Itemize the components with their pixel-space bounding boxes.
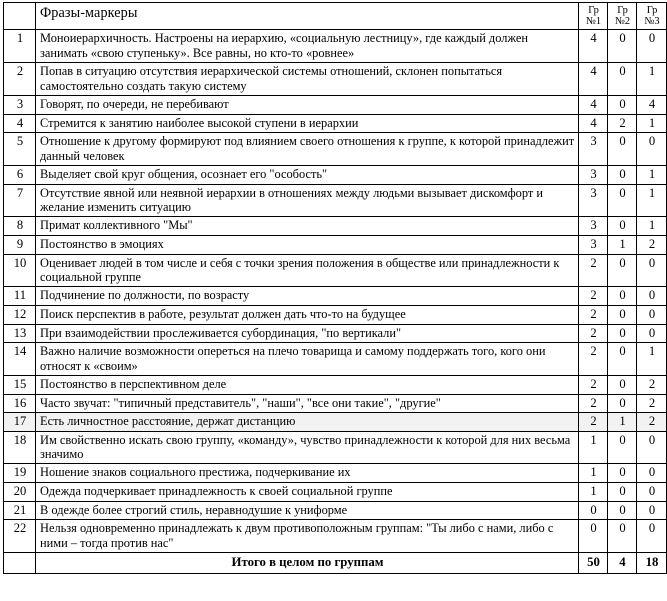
- row-index: 15: [4, 375, 36, 394]
- row-group-1: 4: [579, 114, 608, 133]
- header-group-1-line2: №1: [585, 16, 602, 28]
- row-group-3: 0: [637, 483, 667, 502]
- row-group-1: 2: [579, 375, 608, 394]
- row-index: 14: [4, 343, 36, 376]
- total-label: Итого в целом по группам: [36, 553, 579, 574]
- row-phrase: Постоянство в перспективном деле: [36, 375, 579, 394]
- row-group-2: 0: [608, 375, 637, 394]
- table-row: [4, 483, 667, 502]
- row-phrase: Выделяет свой круг общения, осознает его "особость": [36, 166, 579, 185]
- row-group-3: 0: [637, 287, 667, 306]
- row-phrase: Попав в ситуацию отсутствия иерархической системы отношений, склонен попытаться самостоятельно создать такую систему: [36, 63, 579, 96]
- row-group-1: 1: [579, 431, 608, 464]
- row-group-2: 0: [608, 520, 637, 553]
- total-group-1: 50: [579, 553, 608, 574]
- row-group-2: 0: [608, 287, 637, 306]
- row-group-3: 2: [637, 235, 667, 254]
- table-row: [4, 235, 667, 254]
- header-group-2-line2: №2: [614, 16, 631, 28]
- header-title-cell: Фразы-маркеры: [36, 3, 579, 30]
- table-row: [4, 217, 667, 236]
- table-row: [4, 96, 667, 115]
- row-group-2: 1: [608, 413, 637, 432]
- header-group-3-line1: Гр: [646, 5, 658, 16]
- row-phrase: Поиск перспектив в работе, результат должен дать что-то на будущее: [36, 305, 579, 324]
- row-index: 17: [4, 413, 36, 432]
- row-group-2: 0: [608, 324, 637, 343]
- row-group-2: 0: [608, 166, 637, 185]
- row-index: 8: [4, 217, 36, 236]
- row-phrase: Ношение знаков социального престижа, подчеркивание их: [36, 464, 579, 483]
- row-phrase: Постоянство в эмоциях: [36, 235, 579, 254]
- row-phrase: Важно наличие возможности опереться на плечо товарища и самому поддержать того, кого они относят к «своим»: [36, 343, 579, 376]
- row-group-3: 2: [637, 394, 667, 413]
- row-group-3: 2: [637, 413, 667, 432]
- table-row: [4, 287, 667, 306]
- row-index: 5: [4, 133, 36, 166]
- row-group-2: 0: [608, 305, 637, 324]
- row-index: 18: [4, 431, 36, 464]
- row-group-2: 1: [608, 235, 637, 254]
- row-phrase: Говорят, по очереди, не перебивают: [36, 96, 579, 115]
- row-phrase: Есть личностное расстояние, держат дистанцию: [36, 413, 579, 432]
- row-group-1: 3: [579, 166, 608, 185]
- header-group-2-line1: Гр: [617, 5, 628, 16]
- table-sheet: [0, 2, 667, 601]
- row-group-3: 0: [637, 254, 667, 287]
- row-group-3: 0: [637, 305, 667, 324]
- header-index-cell: [4, 3, 36, 30]
- row-index: 3: [4, 96, 36, 115]
- row-group-3: 0: [637, 30, 667, 63]
- row-group-2: 0: [608, 254, 637, 287]
- row-group-1: 0: [579, 520, 608, 553]
- row-phrase: Стремится к занятию наиболее высокой ступени в иерархии: [36, 114, 579, 133]
- row-index: 9: [4, 235, 36, 254]
- row-group-3: 0: [637, 520, 667, 553]
- row-phrase: Оценивает людей в том числе и себя с точки зрения положения в обществе или принадлежности к социальной группе: [36, 254, 579, 287]
- row-group-3: 0: [637, 501, 667, 520]
- row-group-1: 2: [579, 305, 608, 324]
- row-index: 12: [4, 305, 36, 324]
- row-group-2: 0: [608, 483, 637, 502]
- table-row: [4, 431, 667, 464]
- table-row: [4, 63, 667, 96]
- row-group-3: 4: [637, 96, 667, 115]
- row-index: 10: [4, 254, 36, 287]
- row-index: 7: [4, 184, 36, 217]
- table-row: [4, 324, 667, 343]
- row-group-3: 1: [637, 184, 667, 217]
- table-row: [4, 114, 667, 133]
- row-group-3: 1: [637, 217, 667, 236]
- row-index: 21: [4, 501, 36, 520]
- row-phrase: Одежда подчеркивает принадлежность к своей социальной группе: [36, 483, 579, 502]
- row-group-1: 0: [579, 501, 608, 520]
- row-group-1: 1: [579, 464, 608, 483]
- row-index: 1: [4, 30, 36, 63]
- table-row: [4, 254, 667, 287]
- row-group-1: 2: [579, 394, 608, 413]
- row-phrase: Подчинение по должности, по возрасту: [36, 287, 579, 306]
- row-group-3: 1: [637, 166, 667, 185]
- row-phrase: Примат коллективного "Мы": [36, 217, 579, 236]
- row-group-2: 0: [608, 184, 637, 217]
- row-group-1: 4: [579, 96, 608, 115]
- total-index: [4, 553, 36, 574]
- row-index: 20: [4, 483, 36, 502]
- table-header-row: [4, 3, 667, 30]
- table-row: [4, 520, 667, 553]
- header-group-1-line1: Гр: [588, 5, 599, 16]
- table-row: [4, 343, 667, 376]
- table-row: [4, 464, 667, 483]
- header-group-3-line2: №3: [644, 16, 660, 28]
- row-group-3: 0: [637, 431, 667, 464]
- row-index: 11: [4, 287, 36, 306]
- markers-table: [3, 2, 667, 574]
- row-group-2: 0: [608, 431, 637, 464]
- row-phrase: Отсутствие явной или неявной иерархии в отношениях между людьми вызывает дискомфорт и желание изменить ситуацию: [36, 184, 579, 217]
- table-row: [4, 166, 667, 185]
- row-group-1: 2: [579, 287, 608, 306]
- row-group-3: 1: [637, 343, 667, 376]
- table-total-row: [4, 553, 667, 574]
- row-index: 2: [4, 63, 36, 96]
- row-group-2: 0: [608, 63, 637, 96]
- table-row: [4, 30, 667, 63]
- table-row: [4, 305, 667, 324]
- table-row: [4, 133, 667, 166]
- row-group-2: 0: [608, 464, 637, 483]
- row-group-1: 2: [579, 254, 608, 287]
- row-group-2: 0: [608, 501, 637, 520]
- row-group-3: 1: [637, 114, 667, 133]
- row-phrase: Моноиерархичность. Настроены на иерархию, «социальную лестницу», где каждый должен занимать «свою ступеньку». Все равны, но кто-то «ровнее»: [36, 30, 579, 63]
- header-group-3: [637, 3, 667, 30]
- row-index: 19: [4, 464, 36, 483]
- row-group-2: 0: [608, 343, 637, 376]
- row-group-2: 0: [608, 217, 637, 236]
- total-group-2: 4: [608, 553, 637, 574]
- row-phrase: При взаимодействии прослеживается субординация, "по вертикали": [36, 324, 579, 343]
- row-group-1: 4: [579, 30, 608, 63]
- row-index: 22: [4, 520, 36, 553]
- row-index: 4: [4, 114, 36, 133]
- row-group-1: 1: [579, 483, 608, 502]
- row-group-3: 0: [637, 133, 667, 166]
- row-group-1: 3: [579, 184, 608, 217]
- table-row: [4, 501, 667, 520]
- row-phrase: Им свойственно искать свою группу, «команду», чувство принадлежности к которой для них весьма значимо: [36, 431, 579, 464]
- row-group-2: 0: [608, 30, 637, 63]
- row-phrase: Нельзя одновременно принадлежать к двум противоположным группам: "Ты либо с нами, либо с ними – тогда против нас": [36, 520, 579, 553]
- row-group-1: 4: [579, 63, 608, 96]
- row-phrase: Часто звучат: "типичный представитель", "наши", "все они такие", "другие": [36, 394, 579, 413]
- row-group-1: 2: [579, 413, 608, 432]
- row-group-1: 2: [579, 324, 608, 343]
- header-group-1: [579, 3, 608, 30]
- row-group-1: 3: [579, 217, 608, 236]
- row-group-3: 0: [637, 464, 667, 483]
- total-group-3: 18: [637, 553, 667, 574]
- header-group-2: [608, 3, 637, 30]
- row-group-3: 0: [637, 324, 667, 343]
- row-group-1: 3: [579, 235, 608, 254]
- row-phrase: Отношение к другому формируют под влиянием своего отношения к группе, к которой принадлежит данный человек: [36, 133, 579, 166]
- table-row: [4, 394, 667, 413]
- table-row: [4, 413, 667, 432]
- row-group-2: 2: [608, 114, 637, 133]
- row-index: 16: [4, 394, 36, 413]
- row-group-1: 2: [579, 343, 608, 376]
- row-group-2: 0: [608, 96, 637, 115]
- row-group-2: 0: [608, 394, 637, 413]
- row-index: 13: [4, 324, 36, 343]
- row-group-3: 1: [637, 63, 667, 96]
- row-group-1: 3: [579, 133, 608, 166]
- row-phrase: В одежде более строгий стиль, неравнодушие к униформе: [36, 501, 579, 520]
- row-group-2: 0: [608, 133, 637, 166]
- row-group-3: 2: [637, 375, 667, 394]
- row-index: 6: [4, 166, 36, 185]
- table-row: [4, 184, 667, 217]
- table-row: [4, 375, 667, 394]
